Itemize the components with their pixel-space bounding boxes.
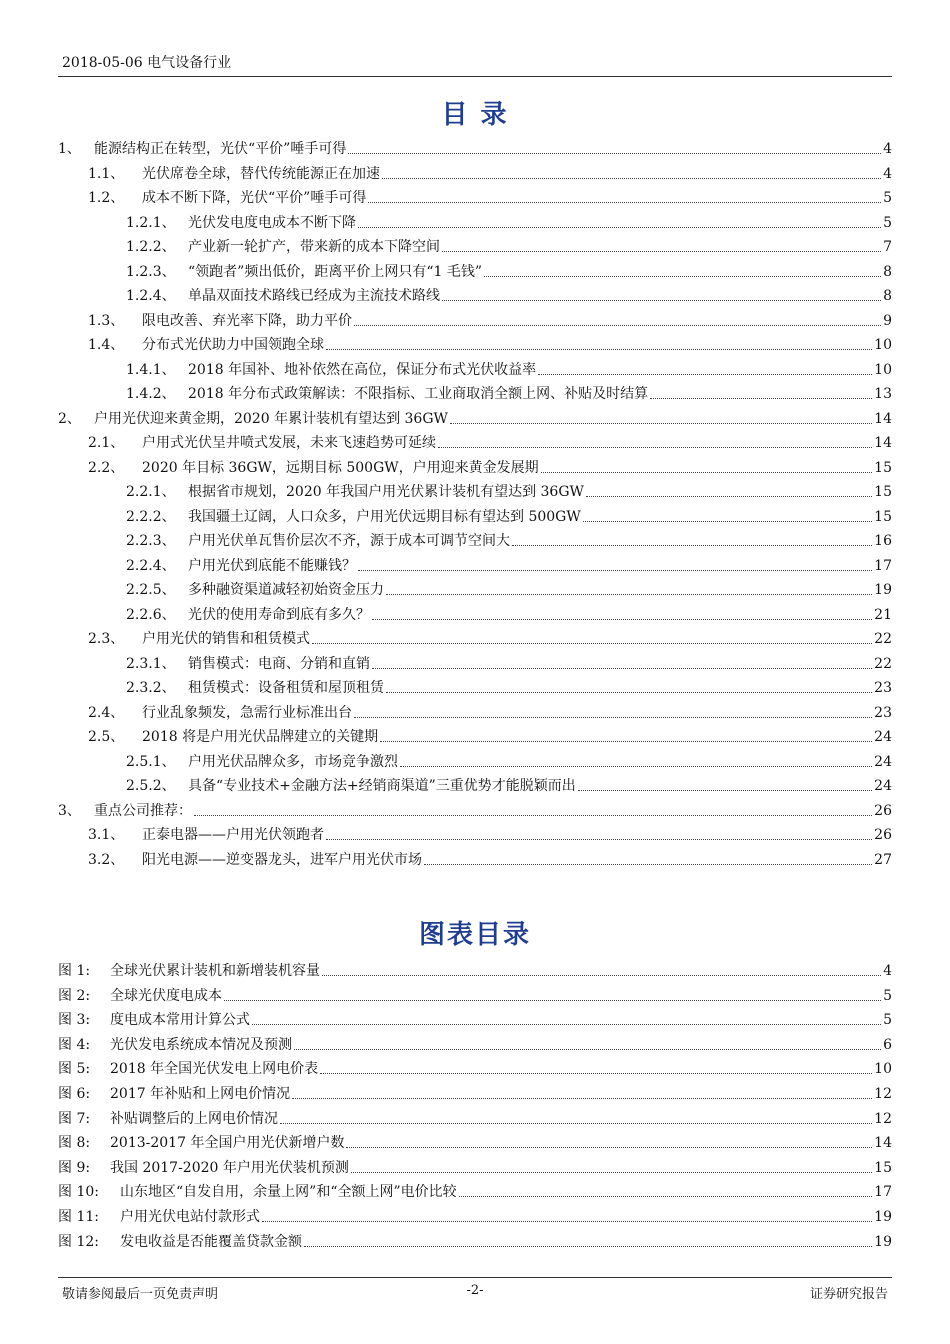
toc-dot-leader: [326, 348, 872, 350]
toc-entry-page: 23: [874, 704, 892, 721]
toc-title: [0, 94, 950, 131]
figure-entry-page: 10: [874, 1061, 892, 1078]
toc-entry[interactable]: [58, 357, 892, 379]
report-header-date-industry: 2018-05-06 电气设备行业: [62, 55, 232, 71]
toc-entry-number: 2.2.5、: [126, 582, 176, 598]
toc-entry[interactable]: [58, 651, 892, 673]
toc-entry-page: 5: [883, 190, 892, 206]
figure-entry-title: 2013-2017 年全国户用光伏新增户数: [110, 1135, 345, 1152]
figure-entry-page: 14: [874, 1135, 892, 1152]
toc-dot-leader: [372, 618, 872, 620]
toc-entry-title: 成本不断下降，光伏“平价”唾手可得: [142, 190, 367, 206]
figure-entry-title: 全球光伏累计装机和新增装机容量: [110, 963, 320, 979]
toc-entry-page: 13: [874, 386, 892, 402]
toc-dot-leader: [484, 275, 881, 277]
toc-dot-leader: [312, 642, 872, 644]
figure-entry[interactable]: [58, 1179, 892, 1201]
toc-entry[interactable]: [58, 161, 892, 183]
toc-entry-title: 多种融资渠道减轻初始资金压力: [188, 582, 384, 598]
figure-dot-leader: [262, 1220, 872, 1222]
toc-entry-title: 光伏席卷全球，替代传统能源正在加速: [142, 165, 380, 182]
toc-entry[interactable]: [58, 332, 892, 354]
toc-dot-leader: [538, 373, 872, 375]
toc-dot-leader: [354, 716, 872, 718]
figure-entry-title: 发电收益是否能覆盖贷款金额: [120, 1233, 302, 1250]
figure-entry-number: 图 9:: [58, 1159, 91, 1176]
toc-entry[interactable]: [58, 749, 892, 771]
toc-dot-leader: [424, 863, 872, 865]
toc-entry[interactable]: [58, 430, 892, 452]
toc-entry-page: 5: [883, 214, 892, 231]
toc-entry[interactable]: [58, 504, 892, 526]
toc-dot-leader: [541, 471, 873, 473]
figure-entry[interactable]: [58, 1155, 892, 1177]
figure-entry-page: 6: [883, 1036, 892, 1053]
figure-entry[interactable]: [58, 1056, 892, 1078]
toc-entry[interactable]: [58, 847, 892, 869]
toc-entry-number: 1.4.2、: [126, 386, 176, 402]
toc-entry[interactable]: [58, 381, 892, 403]
figure-list-title-text: 图表目录: [418, 920, 531, 950]
toc-dot-leader: [358, 226, 881, 228]
figure-entry-title: 全球光伏度电成本: [110, 987, 222, 1004]
toc-dot-leader: [650, 397, 872, 399]
figure-entry-page: 17: [874, 1184, 892, 1201]
toc-dot-leader: [354, 324, 881, 326]
toc-entry[interactable]: [58, 283, 892, 305]
figure-entry[interactable]: [58, 1229, 892, 1251]
figure-entry-number: 图 6:: [58, 1086, 91, 1102]
toc-entry[interactable]: [58, 553, 892, 575]
toc-entry-number: 2.2.4、: [126, 557, 176, 574]
figure-entry-number: 图 7:: [58, 1110, 91, 1127]
toc-dot-leader: [512, 544, 872, 546]
toc-entry[interactable]: [58, 528, 892, 550]
figure-dot-leader: [292, 1097, 872, 1099]
toc-entry-title: 行业乱象频发，急需行业标准出台: [142, 704, 352, 721]
figure-entry[interactable]: [58, 1081, 892, 1103]
toc-entry-page: 17: [874, 557, 892, 574]
figure-entry-title: 2017 年补贴和上网电价情况: [110, 1086, 291, 1102]
toc-entry-page: 7: [883, 239, 892, 255]
toc-entry-page: 4: [883, 141, 892, 157]
toc-entry[interactable]: [58, 210, 892, 232]
toc-entry[interactable]: [58, 773, 892, 795]
toc-entry-title: 户用光伏品牌众多，市场竞争激烈: [188, 753, 398, 770]
figure-entry[interactable]: [58, 983, 892, 1005]
footer-disclaimer: 敬请参阅最后一页免责声明: [62, 1287, 219, 1302]
toc-title-text: 目 录: [441, 100, 509, 130]
figure-dot-leader: [346, 1146, 872, 1148]
toc-entry[interactable]: [58, 136, 892, 158]
toc-entry-title: 重点公司推荐：: [94, 802, 192, 819]
figure-entry[interactable]: [58, 1130, 892, 1152]
figure-entry[interactable]: [58, 1106, 892, 1128]
figure-dot-leader: [294, 1048, 881, 1050]
figure-entry-number: 图 1:: [58, 963, 91, 979]
toc-entry-page: 22: [874, 655, 892, 672]
toc-entry-title: 光伏发电度电成本不断下降: [188, 214, 356, 231]
toc-entry[interactable]: [58, 822, 892, 844]
toc-entry-title: 具备“专业技术+金融方法+经销商渠道”三重优势才能脱颖而出: [188, 778, 576, 794]
toc-entry-title: 户用光伏的销售和租赁模式: [142, 631, 310, 647]
toc-entry-title: “领跑者”频出低价，距离平价上网只有“1 毛钱”: [188, 263, 482, 280]
toc-entry-number: 2.2.2、: [126, 508, 176, 525]
figure-entry-number: 图 12:: [58, 1233, 99, 1250]
toc-entry-page: 14: [874, 435, 892, 451]
toc-entry-title: 户用光伏到底能不能赚钱？: [188, 557, 356, 574]
figure-entry-page: 4: [883, 963, 892, 979]
figure-entry[interactable]: [58, 1007, 892, 1029]
toc-entry-number: 2.5、: [88, 729, 125, 745]
figure-entry[interactable]: [58, 1204, 892, 1226]
toc-entry-number: 3.2、: [88, 851, 125, 868]
toc-entry-number: 2.5.2、: [126, 778, 176, 794]
toc-dot-leader: [583, 520, 872, 522]
toc-entry-page: 8: [883, 263, 892, 280]
figure-entry-number: 图 3:: [58, 1012, 91, 1029]
toc-dot-leader: [400, 765, 872, 767]
toc-dot-leader: [450, 422, 872, 424]
toc-entry-title: 光伏的使用寿命到底有多久？: [188, 606, 370, 623]
toc-entry-number: 2.1、: [88, 435, 125, 451]
figure-entry-title: 2018 年全国光伏发电上网电价表: [110, 1061, 319, 1078]
toc-entry-title: 销售模式：电商、分销和直销: [188, 655, 370, 672]
toc-entry-number: 2.2.3、: [126, 533, 176, 549]
toc-entry-title: 正泰电器——户用光伏领跑者: [142, 827, 324, 843]
toc-dot-leader: [442, 299, 881, 301]
toc-entry[interactable]: [58, 602, 892, 624]
toc-entry-number: 2.2.6、: [126, 606, 176, 623]
toc-entry-page: 24: [874, 778, 892, 794]
toc-entry-title: 根据省市规划，2020 年我国户用光伏累计装机有望达到 36GW: [188, 484, 584, 500]
toc-dot-leader: [348, 152, 881, 154]
toc-entry[interactable]: [58, 308, 892, 330]
toc-dot-leader: [442, 250, 881, 252]
toc-entry[interactable]: [58, 626, 892, 648]
figure-dot-leader: [252, 1023, 881, 1025]
page-number: -2-: [466, 1283, 484, 1298]
toc-dot-leader: [586, 495, 872, 497]
toc-entry[interactable]: [58, 455, 892, 477]
toc-dot-leader: [326, 838, 872, 840]
figure-entry-page: 12: [874, 1110, 892, 1127]
toc-entry-number: 2.3.2、: [126, 680, 176, 696]
toc-entry[interactable]: [58, 234, 892, 256]
figure-entry-title: 我国 2017-2020 年户用光伏装机预测: [110, 1159, 349, 1176]
toc-entry-number: 3、: [58, 802, 81, 819]
toc-entry-title: 户用光伏迎来黄金期，2020 年累计装机有望达到 36GW: [94, 410, 448, 427]
figure-entry-page: 19: [874, 1209, 892, 1225]
figure-entry-number: 图 8:: [58, 1135, 91, 1152]
figure-list-title: [0, 914, 950, 951]
toc-entry[interactable]: [58, 798, 892, 820]
toc-entry-page: 8: [883, 288, 892, 304]
toc-entry-title: 产业新一轮扩产，带来新的成本下降空间: [188, 239, 440, 255]
figure-entry-title: 度电成本常用计算公式: [110, 1012, 250, 1029]
figure-dot-leader: [304, 1245, 872, 1247]
toc-entry-title: 单晶双面技术路线已经成为主流技术路线: [188, 288, 440, 304]
header-divider: [58, 76, 892, 77]
toc-dot-leader: [358, 569, 872, 571]
toc-entry-title: 2018 将是户用光伏品牌建立的关键期: [142, 729, 379, 745]
toc-entry-page: 14: [874, 410, 892, 427]
toc-entry-title: 2018 年国补、地补依然在高位，保证分布式光伏收益率: [188, 361, 537, 378]
figure-entry-page: 15: [874, 1159, 892, 1176]
toc-entry-page: 26: [874, 802, 892, 819]
toc-entry-number: 1.2、: [88, 190, 125, 206]
toc-entry-page: 26: [874, 827, 892, 843]
toc-entry[interactable]: [58, 185, 892, 207]
toc-entry-title: 2020 年目标 36GW，远期目标 500GW，户用迎来黄金发展期: [142, 459, 539, 476]
toc-entry[interactable]: [58, 700, 892, 722]
toc-entry-number: 2.2.1、: [126, 484, 176, 500]
toc-entry-number: 1.2.2、: [126, 239, 176, 255]
figure-dot-leader: [351, 1171, 872, 1173]
figure-entry-number: 图 2:: [58, 987, 91, 1004]
toc-entry-page: 21: [874, 606, 892, 623]
figure-entry-title: 补贴调整后的上网电价情况: [110, 1110, 278, 1127]
figure-entry-page: 5: [883, 987, 892, 1004]
figure-entry-title: 户用光伏电站付款形式: [120, 1209, 260, 1225]
toc-entry-number: 2.3、: [88, 631, 125, 647]
footer-divider: [58, 1277, 892, 1278]
toc-entry-page: 15: [874, 508, 892, 525]
toc-entry-number: 2.4、: [88, 704, 125, 721]
toc-dot-leader: [382, 177, 881, 179]
toc-entry-number: 1.2.3、: [126, 263, 176, 280]
toc-entry-number: 2.2、: [88, 459, 125, 476]
figure-entry-number: 图 4:: [58, 1036, 91, 1053]
toc-entry[interactable]: [58, 577, 892, 599]
toc-entry-page: 16: [874, 533, 892, 549]
figure-entry-number: 图 11:: [58, 1209, 99, 1225]
toc-dot-leader: [386, 593, 872, 595]
toc-entry-number: 2.3.1、: [126, 655, 176, 672]
toc-entry-page: 24: [874, 753, 892, 770]
toc-entry-title: 能源结构正在转型，光伏“平价”唾手可得: [94, 141, 347, 157]
toc-entry-page: 10: [874, 361, 892, 378]
figure-dot-leader: [224, 999, 881, 1001]
toc-entry-page: 24: [874, 729, 892, 745]
toc-entry-number: 1.1、: [88, 165, 125, 182]
toc-entry-title: 阳光电源——逆变器龙头，进军户用光伏市场: [142, 851, 422, 868]
figure-entry-number: 图 10:: [58, 1184, 99, 1201]
toc-entry-page: 23: [874, 680, 892, 696]
toc-entry-number: 1.4、: [88, 337, 125, 353]
toc-dot-leader: [578, 789, 872, 791]
toc-entry-number: 1.2.1、: [126, 214, 176, 231]
toc-entry-title: 分布式光伏助力中国领跑全球: [142, 337, 324, 353]
toc-entry[interactable]: [58, 479, 892, 501]
toc-entry-page: 27: [874, 851, 892, 868]
toc-entry-number: 2.5.1、: [126, 753, 176, 770]
toc-entry-title: 租赁模式：设备租赁和屋顶租赁: [188, 680, 384, 696]
figure-dot-leader: [280, 1122, 872, 1124]
toc-entry-title: 户用式光伏呈井喷式发展，未来飞速趋势可延续: [142, 435, 436, 451]
figure-dot-leader: [320, 1072, 872, 1074]
figure-entry[interactable]: [58, 1032, 892, 1054]
toc-entry-page: 10: [874, 337, 892, 353]
toc-entry-number: 1、: [58, 141, 81, 157]
toc-entry-page: 15: [874, 459, 892, 476]
figure-entry-title: 光伏发电系统成本情况及预测: [110, 1036, 292, 1053]
toc-dot-leader: [386, 691, 872, 693]
figure-dot-leader: [459, 1195, 873, 1197]
toc-dot-leader: [372, 667, 872, 669]
toc-entry-page: 4: [883, 165, 892, 182]
toc-dot-leader: [380, 740, 872, 742]
figure-entry-page: 12: [874, 1086, 892, 1102]
figure-entry-page: 5: [883, 1012, 892, 1029]
footer-report-type: 证券研究报告: [809, 1287, 888, 1302]
toc-entry-title: 户用光伏单瓦售价层次不齐，源于成本可调节空间大: [188, 533, 510, 549]
toc-entry-number: 1.3、: [88, 312, 125, 329]
toc-entry-number: 1.4.1、: [126, 361, 176, 378]
figure-entry[interactable]: [58, 958, 892, 980]
toc-entry-page: 15: [874, 484, 892, 500]
toc-dot-leader: [438, 446, 872, 448]
toc-entry-page: 19: [874, 582, 892, 598]
figure-dot-leader: [322, 974, 881, 976]
figure-entry-page: 19: [874, 1233, 892, 1250]
toc-entry-title: 我国疆土辽阔，人口众多，户用光伏远期目标有望达到 500GW: [188, 508, 581, 525]
toc-entry-number: 1.2.4、: [126, 288, 176, 304]
toc-entry-title: 2018 年分布式政策解读：不限指标、工业商取消全额上网、补贴及时结算: [188, 386, 649, 402]
toc-entry-number: 3.1、: [88, 827, 125, 843]
figure-entry-title: 山东地区“自发自用，余量上网”和“全额上网”电价比较: [120, 1184, 457, 1201]
toc-entry-page: 22: [874, 631, 892, 647]
toc-entry[interactable]: [58, 675, 892, 697]
toc-entry[interactable]: [58, 724, 892, 746]
figure-entry-number: 图 5:: [58, 1061, 91, 1078]
toc-entry-title: 限电改善、弃光率下降，助力平价: [142, 312, 352, 329]
toc-dot-leader: [368, 201, 881, 203]
toc-entry[interactable]: [58, 406, 892, 428]
toc-entry-number: 2、: [58, 410, 81, 427]
toc-dot-leader: [194, 814, 872, 816]
toc-entry-page: 9: [883, 312, 892, 329]
toc-entry[interactable]: [58, 259, 892, 281]
